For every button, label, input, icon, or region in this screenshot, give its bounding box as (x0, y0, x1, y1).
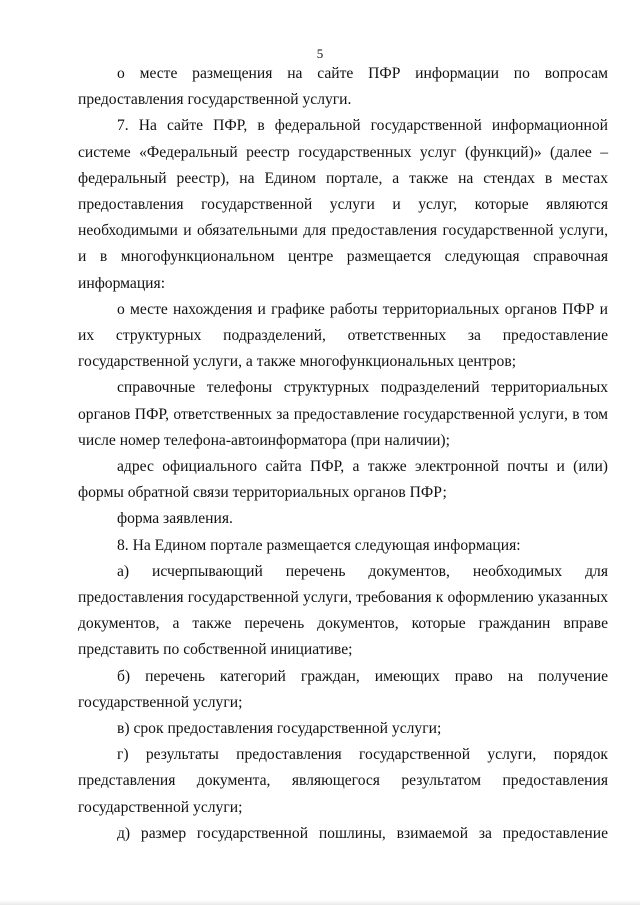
paragraph-item-7: 7. На сайте ПФР, в федеральной государственной информационной системе «Федеральный реестр государственных услуг (функций)» (далее – федеральный реестр), на Едином портале, а также на стендах в местах предоставления государственной услуги и услуг, которые являются необходимыми и обязательными для предоставления государственной услуги, и в многофункциональном центре размещается следующая справочная информация: (78, 117, 608, 292)
document-body (78, 61, 608, 847)
paragraph-application-form: форма заявления. (117, 510, 233, 528)
paragraph-item-8g: г) результаты предоставления государственной услуги, порядок представления документа, являющегося результатом предоставления государственной услуги; (78, 746, 608, 816)
scan-bottom-edge (0, 900, 640, 905)
paragraph-item-8: 8. На Едином портале размещается следующая информация: (117, 536, 521, 554)
paragraph-placement-info: о месте размещения на сайте ПФР информации по вопросам предоставления государственной услуги. (78, 65, 608, 109)
paragraph-item-8d: д) размер государственной пошлины, взимаемой за предоставление (117, 824, 608, 842)
paragraph-item-8b: б) перечень категорий граждан, имеющих право на получение государственной услуги; (78, 667, 608, 711)
paragraph-locations-schedule: о месте нахождения и графике работы территориальных органов ПФР и их структурных подразделений, ответственных за предоставление государственной услуги, а также многофункциональных центров; (78, 300, 608, 371)
paragraph-item-8v: в) срок предоставления государственной услуги; (117, 720, 442, 738)
paragraph-item-8a: а) исчерпывающий перечень документов, необходимых для предоставления государственной услуги, требования к оформлению указанных документов, а также перечень документов, которые гражданин вправе представить по собственной инициативе; (78, 562, 608, 659)
paragraph-website-email: адрес официального сайта ПФР, а также электронной почты и (или) формы обратной связи территориальных органов ПФР; (78, 458, 608, 502)
page-number: 5 (316, 46, 324, 61)
paragraph-reference-phones: справочные телефоны структурных подразделений территориальных органов ПФР, ответственных за предоставление государственной услуги, в том числе номер телефона-автоинформатора (при наличии); (78, 379, 608, 449)
